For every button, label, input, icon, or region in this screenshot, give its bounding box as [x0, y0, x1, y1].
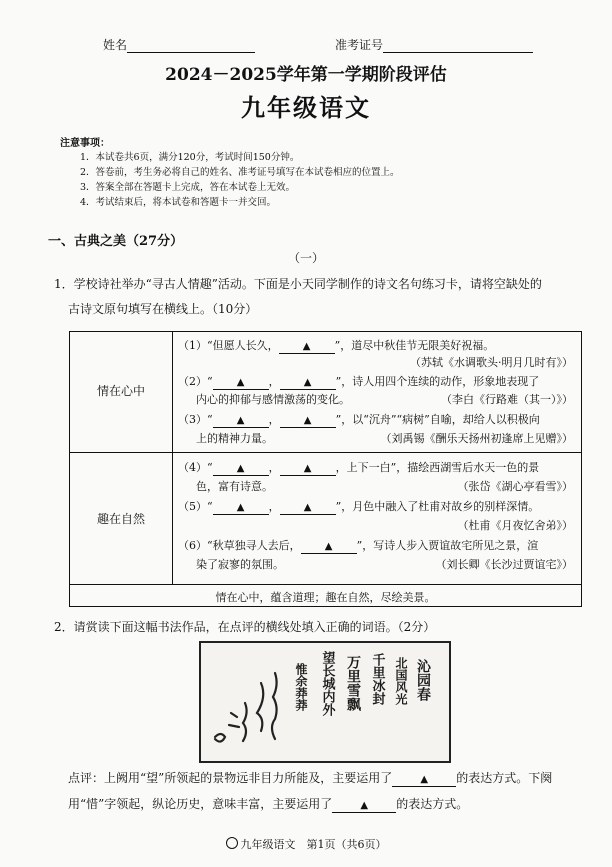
- fill-item-6-cont: 染了寂寥的氛围。: [196, 558, 284, 571]
- calligraphy-column: 北国风光: [394, 657, 408, 705]
- subsection-title: （一）: [287, 251, 324, 265]
- calligraphy-artwork: [199, 641, 451, 763]
- answer-blank[interactable]: ▲: [213, 463, 269, 476]
- calligraphy-column: 惟余莽莽: [294, 663, 308, 711]
- group-label-heart: 情在心中: [96, 384, 145, 398]
- answer-blank[interactable]: ▲: [279, 341, 335, 354]
- exam-id-line: [383, 52, 533, 53]
- comment-line-1: 点评：上阙用“望”所领起的景物远非目力所能及，主要运用了 ▲ 的表达方式。下阕: [68, 771, 553, 785]
- question-1-line1: 1．学校诗社举办“寻古人情趣”活动。下面是小天同学制作的诗文名句练习卡，请将空缺处的: [54, 277, 542, 291]
- answer-blank[interactable]: ▲: [280, 463, 336, 476]
- source-note: （杜甫《月夜忆舍弟》）: [457, 519, 573, 532]
- answer-blank[interactable]: ▲: [280, 502, 336, 515]
- source-note: （刘长卿《长沙过贾谊宅》）: [435, 558, 573, 571]
- calligraphy-strokes: [201, 643, 449, 761]
- card-footer-summary: 情在心中，蕴含道理；趣在自然，尽绘美景。: [215, 591, 436, 604]
- page-footer: 九年级语文 第1页（共6页）: [0, 836, 612, 852]
- table-divider: [70, 584, 581, 585]
- name-line: [127, 52, 255, 53]
- calligraphy-column: 望长城内外: [319, 651, 335, 716]
- note-item: 3．答案全部在答题卡上完成，答在本试卷上无效。: [80, 182, 296, 193]
- fill-item-2: （2）“ ▲ ， ▲ ”，诗人用四个连续的动作，形象地表现了: [178, 375, 540, 388]
- table-divider: [70, 452, 581, 453]
- calligraphy-column: 千里冰封: [369, 653, 385, 705]
- fill-item-3: （3）“ ▲ ， ▲ ”，以“沉舟”“病树”自喻，却给人以积极向: [178, 413, 540, 426]
- group-label-nature: 趣在自然: [96, 512, 145, 526]
- fill-item-6: （6）“秋草独寻人去后， ▲ ”，写诗人步入贾谊故宅所见之景，渲: [178, 539, 539, 552]
- question-2: 2．请赏读下面这幅书法作品，在点评的横线处填入正确的词语。（2分）: [54, 620, 436, 634]
- answer-blank[interactable]: ▲: [301, 541, 357, 554]
- fill-item-3-cont: 上的精神力量。: [196, 432, 273, 445]
- fill-item-5: （5）“ ▲ ， ▲ ”，月色中融入了杜甫对故乡的别样深情。: [178, 500, 540, 513]
- source-note: （苏轼《水调歌头·明月几时有》）: [410, 356, 573, 369]
- answer-blank[interactable]: ▲: [280, 415, 336, 428]
- answer-blank[interactable]: ▲: [392, 774, 456, 787]
- fill-item-4-cont: 色，富有诗意。: [196, 480, 273, 493]
- subject-title: 九年级语文: [241, 93, 371, 122]
- note-item: 2．答卷前，考生务必将自己的姓名、准考证号填写在本试卷相应的位置上。: [80, 167, 400, 178]
- exam-term-title: 2024－2025学年第一学期阶段评估: [165, 65, 447, 85]
- answer-blank[interactable]: ▲: [280, 377, 336, 390]
- name-field: [103, 36, 255, 53]
- section-title: 一、古典之美（27分）: [48, 234, 184, 249]
- answer-blank[interactable]: ▲: [332, 800, 396, 813]
- exam-id-label: 准考证号: [335, 38, 384, 52]
- source-note: （刘禹锡《酬乐天扬州初逢席上见赠》）: [380, 432, 573, 445]
- practice-card-table: [69, 331, 582, 607]
- table-divider: [172, 332, 173, 584]
- footer-logo-icon: [226, 837, 238, 849]
- note-item: 1．本试卷共6页，满分120分，考试时间150分钟。: [80, 152, 300, 163]
- source-note: （李白《行路难（其一）》）: [441, 393, 573, 406]
- comment-line-2: 用“惜”字领起，纵论历史，意味丰富，主要运用了 ▲ 的表达方式。: [68, 797, 469, 811]
- fill-item-2-cont: 内心的抑郁与感情激荡的变化。: [196, 393, 350, 406]
- answer-blank[interactable]: ▲: [213, 415, 269, 428]
- calligraphy-column: 万里雪飘: [345, 655, 361, 711]
- question-1-line2: 古诗文原句填写在横线上。（10分）: [68, 302, 258, 316]
- source-note: （张岱《湖心亭看雪》）: [457, 480, 573, 493]
- fill-item-1: （1）“但愿人长久， ▲ ”，道尽中秋佳节无限美好祝福。: [178, 339, 495, 352]
- notes-heading: 注意事项：: [60, 138, 110, 149]
- fill-item-4: （4）“ ▲ ， ▲ ，上下一白”，描绘西湖雪后水天一色的景: [178, 461, 540, 474]
- exam-id-field: [335, 36, 533, 53]
- answer-blank[interactable]: ▲: [213, 377, 269, 390]
- note-item: 4．考试结束后，将本试卷和答题卡一并交回。: [80, 197, 277, 208]
- answer-blank[interactable]: ▲: [213, 502, 269, 515]
- calligraphy-title: 沁园春: [415, 659, 431, 701]
- name-label: 姓名: [103, 38, 128, 52]
